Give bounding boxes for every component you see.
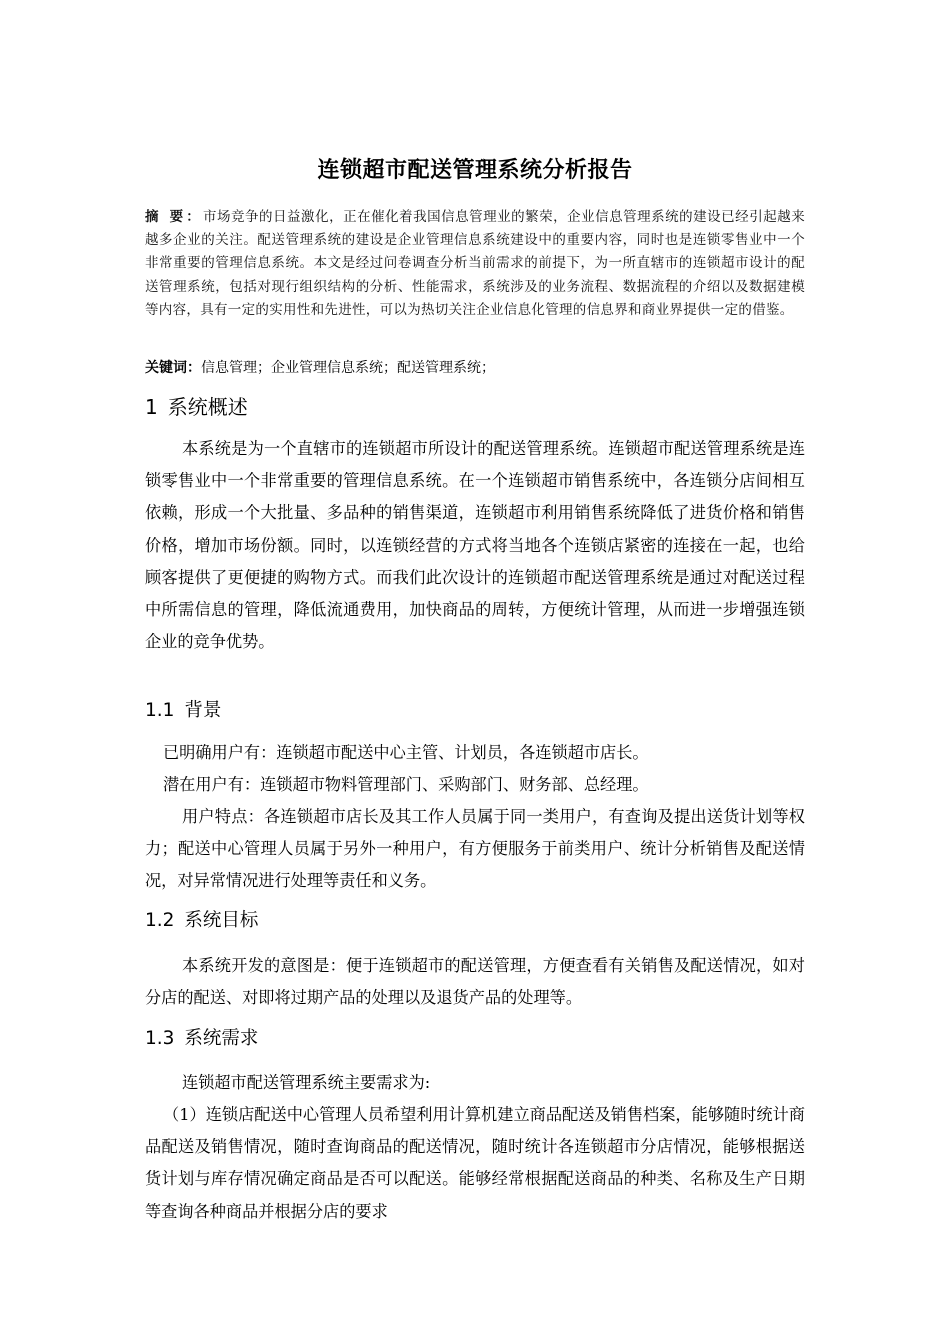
section-1-3-heading — [145, 1026, 258, 1052]
section-1-paragraph: 本系统是为一个直辖市的连锁超市所设计的配送管理系统。连锁超市配送管理系统是连锁零售业中一个非常重要的管理信息系统。在一个连锁超市销售系统中，各连锁分店间相互依赖，形成一个大批量、多品种的销售渠道，连锁超市利用销售系统降低了进货价格和销售价格，增加市场份额。同时，以连锁经营的方式将当地各个连锁店紧密的连接在一起，也给顾客提供了更便捷的购物方式。而我们此次设计的连锁超市配送管理系统是通过对配送过程中所需信息的管理，降低流通费用，加快商品的周转，方便统计管理，从而进一步增强连锁企业的竞争优势。 — [145, 439, 805, 652]
abstract — [145, 206, 805, 322]
section-1-1-number: 1.1 — [145, 700, 175, 721]
abstract-text: 市场竞争的日益激化，正在催化着我国信息管理业的繁荣，企业信息管理系统的建设已经引起越来越多企业的关注。配送管理系统的建设是企业管理信息系统建设中的重要内容，同时也是连锁零售业中一个非常重要的管理信息系统。本文是经过问卷调查分析当前需求的前提下，为一所直辖市的连锁超市设计的配送管理系统，包括对现行组织结构的分析、性能需求，系统涉及的业务流程、数据流程的介绍以及数据建模等内容，具有一定的实用性和先进性，可以为热切关注企业信息化管理的信息界和商业界提供一定的借鉴。 — [145, 209, 806, 318]
keywords-label: 关键词： — [145, 360, 201, 376]
potential-users-line: 潜在用户有：连锁超市物料管理部门、采购部门、财务部、总经理。 — [163, 775, 649, 794]
requirement-item-1: （1）连锁店配送中心管理人员希望利用计算机建立商品配送及销售档案，能够随时统计商品配送及销售情况，随时查询商品的配送情况，随时统计各连锁超市分店情况，能够根据送货计划与库存情况确定商品是否可以配送。能够经常根据配送商品的种类、名称及生产日期等查询各种商品并根据分店的要求 — [145, 1105, 805, 1221]
user-characteristics-paragraph: 用户特点：各连锁超市店长及其工作人员属于同一类用户，有查询及提出送货计划等权力；配送中心管理人员属于另外一种用户，有方便服务于前类用户、统计分析销售及配送情况，对异常情况进行处理等责任和义务。 — [145, 807, 805, 891]
section-1-title: 系统概述 — [167, 395, 248, 419]
keywords-text: 信息管理；企业管理信息系统；配送管理系统； — [201, 360, 495, 376]
section-1-3-title: 系统需求 — [184, 1028, 259, 1049]
document-title: 连锁超市配送管理系统分析报告 — [317, 158, 633, 183]
section-1-3-number: 1.3 — [145, 1028, 175, 1049]
keywords — [145, 356, 805, 380]
section-1-3-intro: 连锁超市配送管理系统主要需求为: — [182, 1073, 431, 1092]
section-1-1-title: 背景 — [184, 700, 222, 721]
section-1-1-heading — [145, 698, 221, 724]
section-1-heading — [145, 393, 248, 421]
section-1-number: 1 — [145, 395, 158, 419]
section-1-2-number: 1.2 — [145, 910, 175, 931]
section-1-2-title: 系统目标 — [184, 910, 259, 931]
abstract-label: 摘 要： — [145, 209, 204, 225]
known-users-line: 已明确用户有：连锁超市配送中心主管、计划员，各连锁超市店长。 — [163, 743, 649, 762]
section-1-2-paragraph: 本系统开发的意图是：便于连锁超市的配送管理，方便查看有关销售及配送情况，如对分店的配送、对即将过期产品的处理以及退货产品的处理等。 — [145, 956, 805, 1008]
section-1-2-heading — [145, 908, 258, 934]
